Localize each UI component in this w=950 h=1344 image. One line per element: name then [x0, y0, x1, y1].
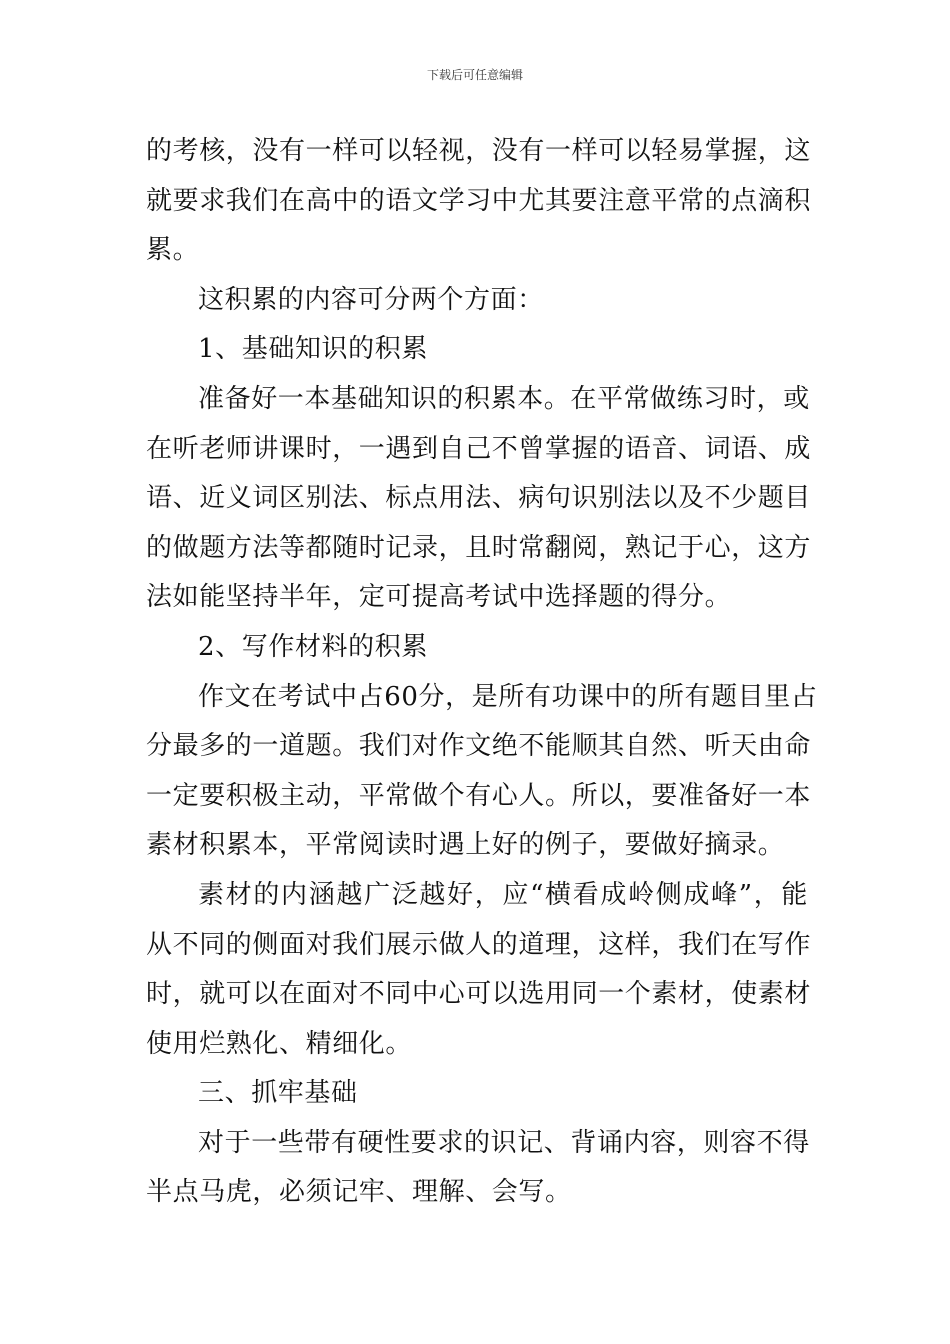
section-heading-writing-material: 2、写作材料的积累 [198, 631, 428, 662]
text-line: 对于一些带有硬性要求的识记、背诵内容，则容不得 [198, 1127, 810, 1158]
text-line: 语、近义词区别法、标点用法、病句识别法以及不少题目 [146, 483, 812, 514]
text-line: 的做题方法等都随时记录，且时常翻阅，熟记于心，这方 [146, 532, 812, 563]
text-line: 使用烂熟化、精细化。 [146, 1028, 413, 1059]
text-line: 作文在考试中占60分，是所有功课中的所有题目里占 [198, 681, 818, 712]
section-heading-basic-knowledge: 1、基础知识的积累 [198, 334, 428, 365]
document-body [146, 127, 818, 1218]
page-header-note: 下载后可任意编辑 [426, 68, 523, 82]
text-line: 准备好一本基础知识的积累本。在平常做练习时，或 [198, 383, 810, 414]
text-line: 半点马虎，必须记牢、理解、会写。 [146, 1177, 572, 1208]
text-line: 累。 [146, 235, 200, 266]
text-line: 在听老师讲课时，一遇到自己不曾掌握的语音、词语、成 [146, 433, 812, 464]
text-line: 素材的内涵越广泛越好，应“横看成岭侧成峰”，能 [198, 879, 808, 910]
text-line: 素材积累本，平常阅读时遇上好的例子，要做好摘录。 [146, 830, 785, 861]
text-line: 分最多的一道题。我们对作文绝不能顺其自然、听天由命 [146, 731, 812, 762]
section-heading-foundation: 三、抓牢基础 [198, 1078, 358, 1109]
text-line: 法如能坚持半年，定可提高考试中选择题的得分。 [146, 582, 732, 613]
text-line: 从不同的侧面对我们展示做人的道理，这样，我们在写作 [146, 929, 812, 960]
text-line: 时，就可以在面对不同中心可以选用同一个素材，使素材 [146, 979, 812, 1010]
text-line: 就要求我们在高中的语文学习中尤其要注意平常的点滴积 [146, 185, 812, 216]
paragraph-intro: 这积累的内容可分两个方面： [198, 284, 544, 315]
text-line: 的考核，没有一样可以轻视，没有一样可以轻易掌握，这 [146, 136, 812, 166]
text-line: 一定要积极主动，平常做个有心人。所以，要准备好一本 [146, 780, 812, 811]
